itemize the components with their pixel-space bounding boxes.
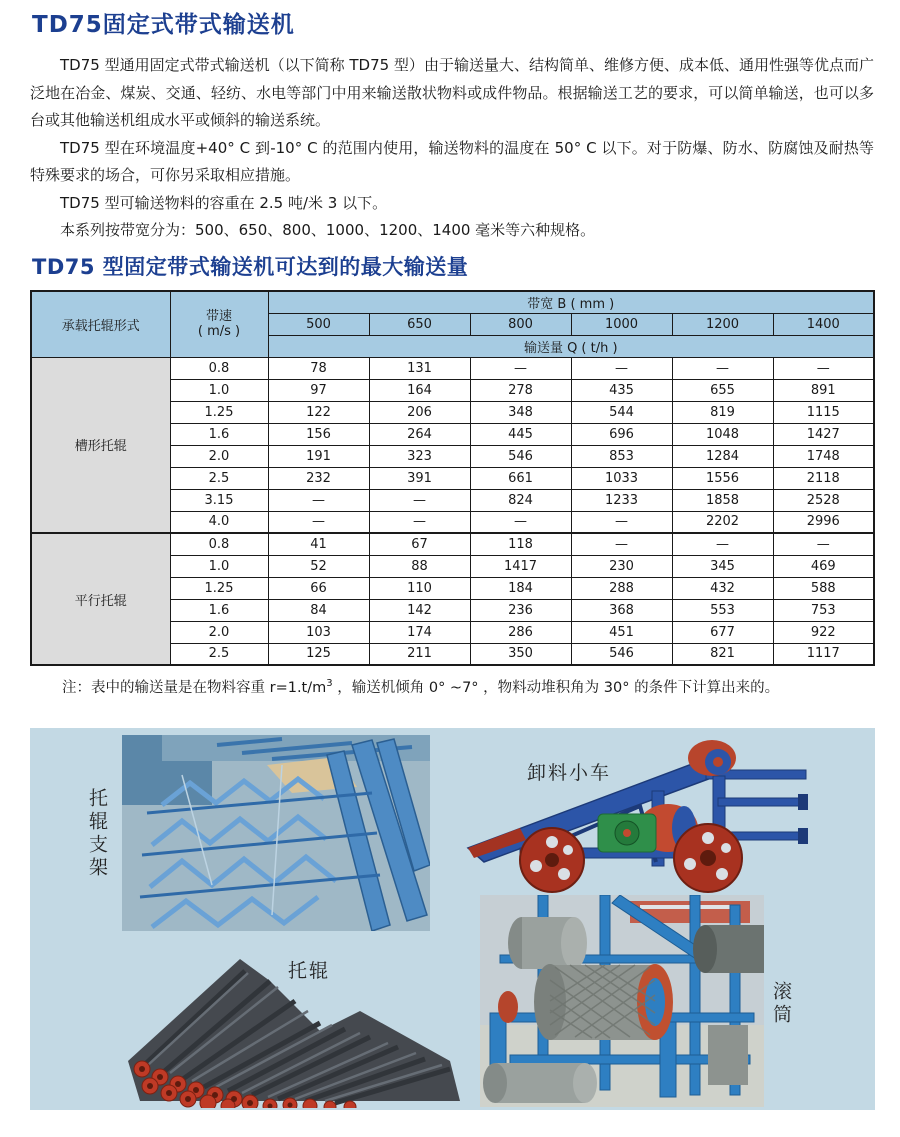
value-cell: 544 [571,401,672,423]
value-cell: 156 [268,423,369,445]
table-note [62,676,779,697]
paragraph: TD75 型在环境温度+40° C 到-10° C 的范围内使用，输送物料的温度在 50° C 以下。对于防爆、防水、防腐蚀及耐热等特殊要求的场合，可你另采取相应措施。 [30,138,874,184]
value-cell: 891 [773,379,874,401]
idler-bracket-label: 托辊支架 [86,788,108,880]
value-cell: 110 [369,577,470,599]
speed-cell: 1.6 [170,599,268,621]
value-cell: 368 [571,599,672,621]
capacity-header-cell: 输送量 Q ( t/h ) [268,335,874,357]
table-row [31,533,874,555]
value-cell: 66 [268,577,369,599]
width-header-cell: 800 [470,313,571,335]
value-cell: 142 [369,599,470,621]
value-cell: 84 [268,599,369,621]
value-cell: 88 [369,555,470,577]
value-cell: 122 [268,401,369,423]
note-text: 注：表中的输送量是在物料容重 r=1.t/m [62,680,327,696]
value-cell: 1417 [470,555,571,577]
value-cell: — [470,511,571,533]
value-cell: — [672,533,773,555]
value-cell: 391 [369,467,470,489]
value-cell: — [571,511,672,533]
value-cell: 118 [470,533,571,555]
value-cell: 125 [268,643,369,665]
note-superscript: 3 [326,678,333,690]
value-cell: 819 [672,401,773,423]
speed-cell: 2.0 [170,621,268,643]
speed-header-line1: 带速 [205,309,232,325]
value-cell: 264 [369,423,470,445]
value-cell: — [571,533,672,555]
value-cell: 2118 [773,467,874,489]
value-cell: 1048 [672,423,773,445]
discharge-trolley-label: 卸料小车 [527,762,612,784]
speed-cell: 2.5 [170,467,268,489]
value-cell: 432 [672,577,773,599]
value-cell: 41 [268,533,369,555]
drum-photo [480,895,764,1107]
speed-cell: 1.25 [170,401,268,423]
speed-header-cell [170,291,268,357]
value-cell: 103 [268,621,369,643]
value-cell: 206 [369,401,470,423]
value-cell: — [268,511,369,533]
value-cell: — [470,357,571,379]
value-cell: — [672,357,773,379]
speed-header-line2: ( m/s ) [197,324,241,340]
speed-cell: 0.8 [170,533,268,555]
value-cell: 661 [470,467,571,489]
capacity-table [30,290,875,666]
value-cell: 52 [268,555,369,577]
idler-bracket-photo [122,735,430,931]
value-cell: 655 [672,379,773,401]
value-cell: 588 [773,577,874,599]
value-cell: 1748 [773,445,874,467]
width-header-cell: 650 [369,313,470,335]
speed-cell: 0.8 [170,357,268,379]
idler-label: 托辊 [288,960,331,982]
width-header-cell: 1400 [773,313,874,335]
value-cell: 1556 [672,467,773,489]
value-cell: 131 [369,357,470,379]
value-cell: — [571,357,672,379]
value-cell: 853 [571,445,672,467]
value-cell: 78 [268,357,369,379]
speed-cell: 3.15 [170,489,268,511]
value-cell: 696 [571,423,672,445]
value-cell: 445 [470,423,571,445]
value-cell: 753 [773,599,874,621]
value-cell: 2528 [773,489,874,511]
value-cell: 553 [672,599,773,621]
value-cell: 230 [571,555,672,577]
value-cell: 211 [369,643,470,665]
table-section-title: TD75 型固定带式输送机可达到的最大输送量 [32,255,469,279]
drum-label: 滚筒 [770,981,792,1027]
width-header-cell: 500 [268,313,369,335]
value-cell: 1115 [773,401,874,423]
value-cell: 67 [369,533,470,555]
speed-cell: 1.0 [170,379,268,401]
value-cell: 2202 [672,511,773,533]
idler-form-cell: 槽形托辊 [31,357,170,533]
value-cell: 821 [672,643,773,665]
value-cell: — [773,357,874,379]
value-cell: 922 [773,621,874,643]
value-cell: 824 [470,489,571,511]
table-row [31,357,874,379]
width-header-cell: 1000 [571,313,672,335]
value-cell: 1033 [571,467,672,489]
value-cell: 286 [470,621,571,643]
paragraph: 本系列按带宽分为：500、650、800、1000、1200、1400 毫米等六种规格。 [60,221,596,239]
speed-cell: 2.0 [170,445,268,467]
value-cell: — [268,489,369,511]
value-cell: 451 [571,621,672,643]
value-cell: 1427 [773,423,874,445]
value-cell: 1117 [773,643,874,665]
paragraph: TD75 型可输送物料的容重在 2.5 吨/米 3 以下。 [60,193,388,212]
value-cell: — [369,489,470,511]
intro-paragraphs [30,52,874,245]
value-cell: 348 [470,401,571,423]
width-header-cell: 1200 [672,313,773,335]
idler-rollers-photo [120,941,482,1108]
idler-form-cell: 平行托辊 [31,533,170,665]
value-cell: 97 [268,379,369,401]
capacity-table-body [31,357,874,665]
value-cell: 174 [369,621,470,643]
photo-gallery-panel [30,728,875,1110]
speed-cell: 1.6 [170,423,268,445]
speed-cell: 1.0 [170,555,268,577]
value-cell: 677 [672,621,773,643]
value-cell: — [773,533,874,555]
value-cell: 278 [470,379,571,401]
value-cell: 191 [268,445,369,467]
value-cell: 469 [773,555,874,577]
value-cell: 350 [470,643,571,665]
value-cell: 546 [571,643,672,665]
value-cell: — [369,511,470,533]
value-cell: 164 [369,379,470,401]
speed-cell: 4.0 [170,511,268,533]
paragraph: TD75 型通用固定式带式输送机（以下简称 TD75 型）由于输送量大、结构简单、维修方便、成本低、通用性强等优点而广泛地在冶金、煤炭、交通、轻纺、水电等部门中用来输送散状物料或成件物品。根据输送工艺的要求，可以简单输送，也可以多台或其他输送机组成水平或倾斜的输送系统。 [30,56,874,129]
value-cell: 323 [369,445,470,467]
value-cell: 546 [470,445,571,467]
page-title: TD75固定式带式输送机 [32,12,295,38]
value-cell: 345 [672,555,773,577]
value-cell: 232 [268,467,369,489]
speed-cell: 2.5 [170,643,268,665]
value-cell: 1284 [672,445,773,467]
value-cell: 1858 [672,489,773,511]
note-text: ，输送机倾角 0° ~7° ，物料动堆积角为 30° 的条件下计算出来的。 [332,680,780,696]
value-cell: 288 [571,577,672,599]
form-header-cell: 承载托辊形式 [31,291,170,357]
capacity-table-header [31,291,874,357]
value-cell: 236 [470,599,571,621]
bandwidth-header-cell: 带宽 B ( mm ) [268,291,874,313]
value-cell: 2996 [773,511,874,533]
value-cell: 184 [470,577,571,599]
speed-cell: 1.25 [170,577,268,599]
value-cell: 435 [571,379,672,401]
discharge-trolley-photo [460,736,810,898]
value-cell: 1233 [571,489,672,511]
